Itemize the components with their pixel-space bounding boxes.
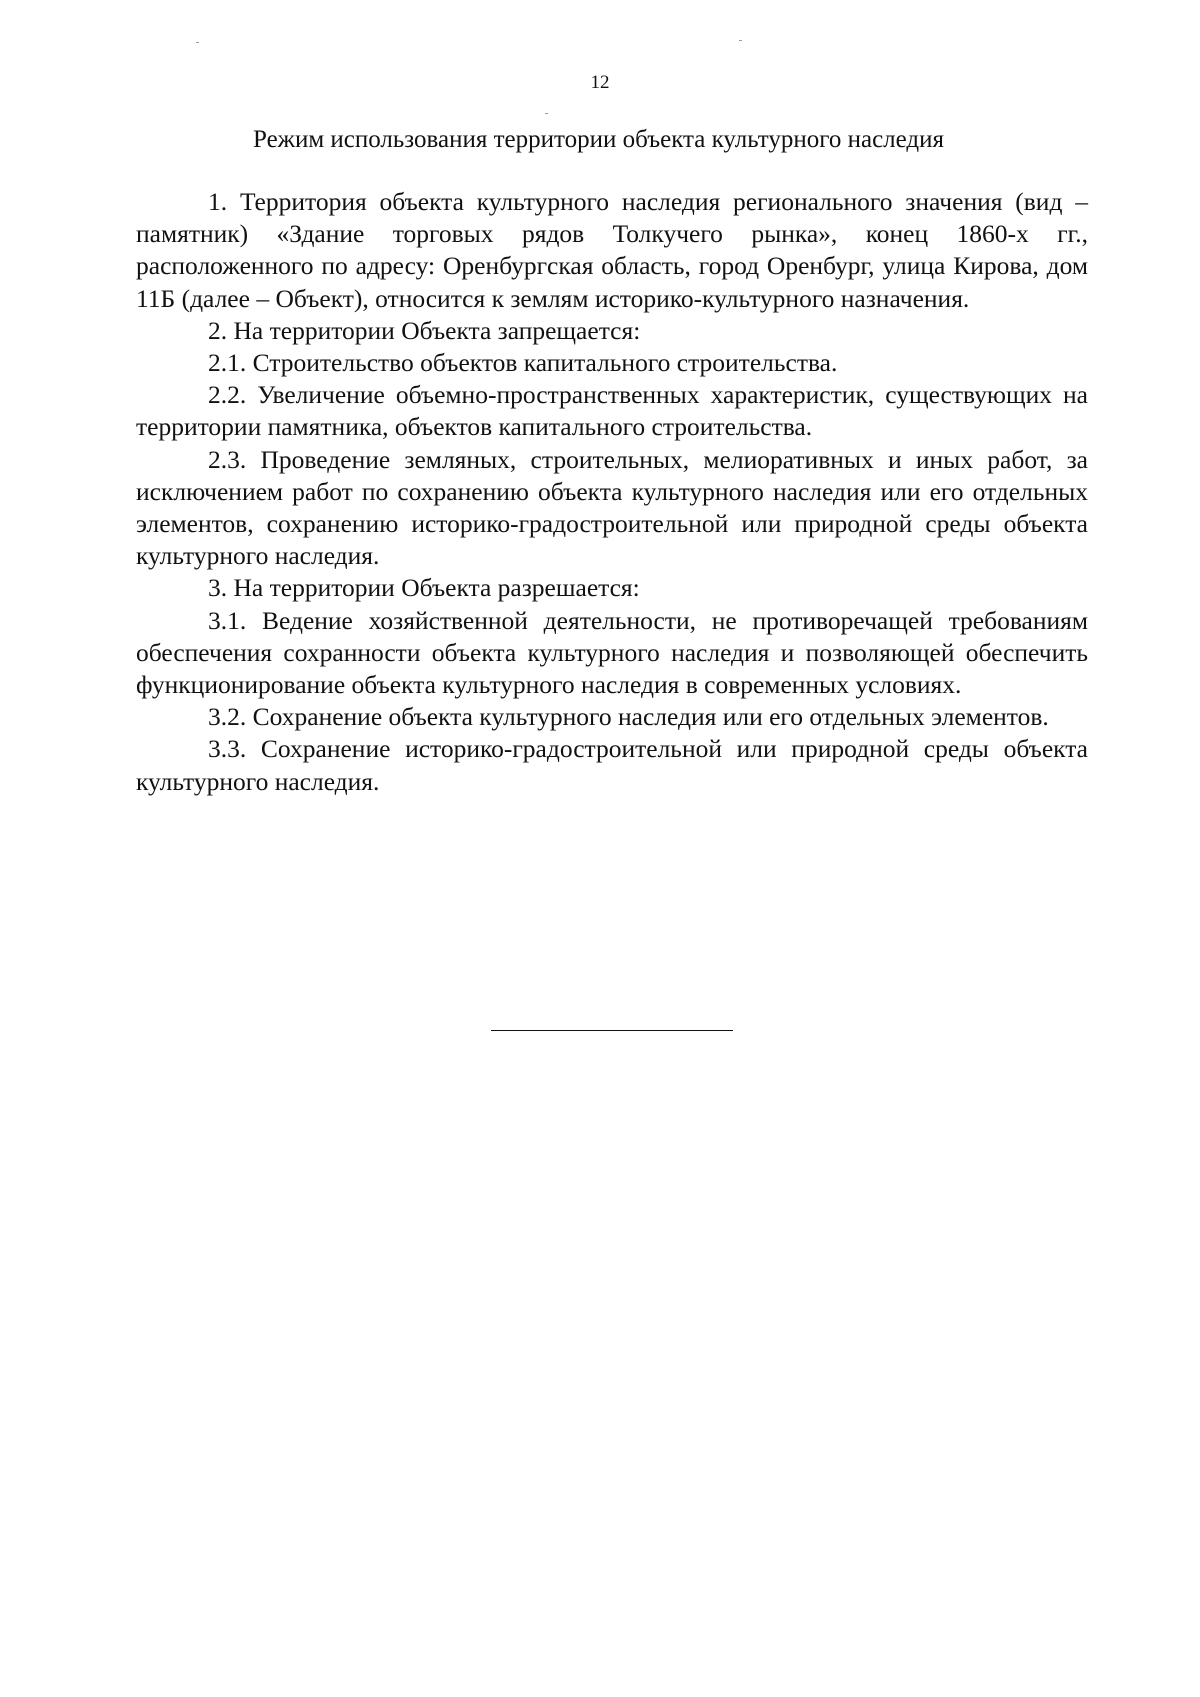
paragraph-3-3: 3.3. Сохранение историко-градостроительной или природной среды объекта культурного наследия. bbox=[136, 734, 1088, 796]
document-body bbox=[136, 186, 1088, 798]
paragraph-2: 2. На территории Объекта запрещается: bbox=[208, 315, 641, 345]
scan-speck bbox=[545, 113, 548, 114]
page-number: 12 bbox=[590, 72, 610, 93]
scan-speck bbox=[196, 42, 199, 43]
paragraph-2-3: 2.3. Проведение земляных, строительных, мелиоративных и иных работ, за исключением работ по сохранению объекта культурного наследия или его отдельных элементов, сохранению историко-градостроительной или природной среды объекта культурного наследия. bbox=[136, 444, 1088, 571]
scan-speck bbox=[739, 40, 742, 41]
document-title: Режим использования территории объекта культурного наследия bbox=[253, 126, 945, 153]
paragraph-3-2: 3.2. Сохранение объекта культурного наследия или его отдельных элементов. bbox=[208, 702, 1049, 732]
paragraph-3-1: 3.1. Ведение хозяйственной деятельности, не противоречащей требованиям обеспечения сохранности объекта культурного наследия и позволяющей обеспечить функционирование объекта культурного наследия в современных условиях. bbox=[136, 605, 1088, 700]
paragraph-2-2: 2.2. Увеличение объемно-пространственных характеристик, существующих на территории памятника, объектов капитального строительства. bbox=[136, 380, 1088, 442]
paragraph-3: 3. На территории Объекта разрешается: bbox=[208, 573, 640, 603]
end-of-document-rule bbox=[491, 1030, 733, 1031]
paragraph-1: 1. Территория объекта культурного наследия регионального значения (вид – памятник) «Здание торговых рядов Толкучего рынка», конец 1860-х гг., расположенного по адресу: Оренбургская область, город Оренбург, улица Кирова, дом 11Б (далее – Объект), относится к землям историко-культурного назначения. bbox=[136, 187, 1088, 313]
paragraph-2-1: 2.1. Строительство объектов капитального строительства. bbox=[208, 348, 838, 378]
